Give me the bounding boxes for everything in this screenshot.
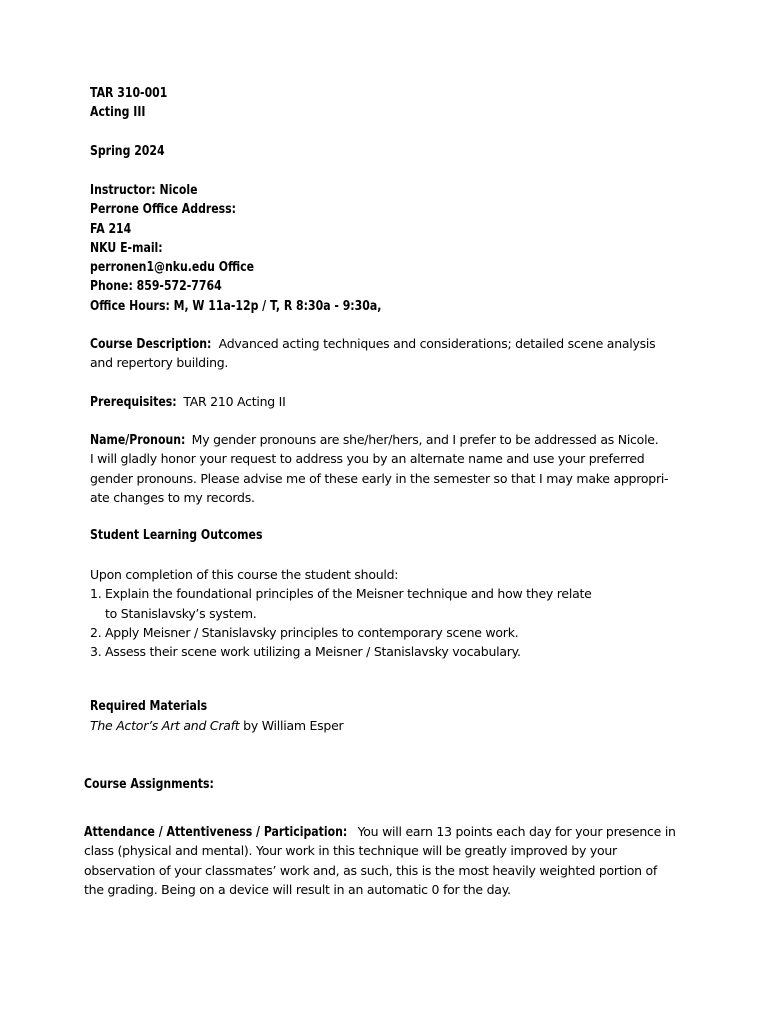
name-pronoun-text-4: ate changes to my records. <box>90 489 255 505</box>
list-item-text: Explain the foundational principles of the Meisner technique and how they relate <box>105 586 592 602</box>
attendance-text: You will earn 13 points each day for your presence in <box>357 824 676 839</box>
instructor-info <box>90 181 437 316</box>
list-item-text-cont: to Stanislavsky’s system. <box>105 605 257 621</box>
course-description-label: Course Description: <box>90 337 212 352</box>
list-item <box>90 584 592 603</box>
name-pronoun-text-2: I will gladly honor your request to address you by an alternate name and use your preferred <box>90 451 645 467</box>
list-item-text: Assess their scene work utilizing a Meisner / Stanislavsky vocabulary. <box>105 644 521 660</box>
prerequisites-label: Prerequisites: <box>90 395 177 410</box>
attendance-text-3: observation of your classmates’ work and, as such, this is the most heavily weighted portion of <box>84 862 658 878</box>
list-item-continuation <box>90 604 592 623</box>
course-header <box>90 84 182 123</box>
office-hours: Office Hours: M, W 11a-12p / T, R 8:30a - 9:30a, <box>90 298 382 314</box>
attendance-text-2: class (physical and mental). Your work in this technique will be greatly improved by your <box>84 843 617 859</box>
book-title: The Actor’s Art and Craft <box>90 718 240 734</box>
prerequisites-text: TAR 210 Acting II <box>183 394 286 409</box>
office-phone: Phone: 859-572-7764 <box>90 279 222 295</box>
office-address: FA 214 <box>90 221 132 237</box>
list-item <box>90 642 592 661</box>
course-code: TAR 310-001 <box>90 86 168 101</box>
course-description-text: Advanced acting techniques and considerations; detailed scene analysis <box>218 336 656 351</box>
course-assignments-heading: Course Assignments: <box>84 777 214 792</box>
office-address-label: Perrone Office Address: <box>90 202 237 218</box>
list-item <box>90 623 592 642</box>
name-pronoun <box>90 430 668 507</box>
required-materials-heading: Required Materials <box>90 699 208 714</box>
course-description <box>90 334 655 373</box>
learning-outcomes-heading: Student Learning Outcomes <box>90 528 263 543</box>
term-block <box>90 142 179 161</box>
list-item-number: 2. <box>90 624 102 640</box>
course-term: Spring 2024 <box>90 144 165 159</box>
course-title: Acting III <box>90 105 146 121</box>
learning-outcomes-intro: Upon completion of this course the student should: <box>90 567 399 582</box>
list-item-number: 3. <box>90 644 102 660</box>
name-pronoun-label: Name/Pronoun: <box>90 433 186 448</box>
attendance-text-4: the grading. Being on a device will result in an automatic 0 for the day. <box>84 881 511 897</box>
course-assignments-heading-block <box>84 775 239 794</box>
name-pronoun-text-3: gender pronouns. Please advise me of these early in the semester so that I may make appropri- <box>90 470 669 486</box>
list-item-text: Apply Meisner / Stanislavsky principles to contemporary scene work. <box>105 624 519 640</box>
learning-outcomes-heading-block <box>90 526 295 545</box>
list-item-number: 1. <box>90 586 102 602</box>
course-description-text-cont: and repertory building. <box>90 355 229 371</box>
instructor-name: Instructor: Nicole <box>90 183 198 198</box>
book-author: by William Esper <box>239 718 344 734</box>
attendance-section <box>84 822 676 899</box>
email-address: perronen1@nku.edu Office <box>90 260 255 276</box>
email-label: NKU E-mail: <box>90 240 163 256</box>
required-materials <box>90 697 343 736</box>
attendance-label: Attendance / Attentiveness / Participation: <box>84 825 348 840</box>
outcomes-list <box>90 584 592 661</box>
learning-outcomes <box>90 565 592 661</box>
prerequisites <box>90 392 286 411</box>
name-pronoun-text: My gender pronouns are she/her/hers, and I prefer to be addressed as Nicole. <box>191 432 659 447</box>
